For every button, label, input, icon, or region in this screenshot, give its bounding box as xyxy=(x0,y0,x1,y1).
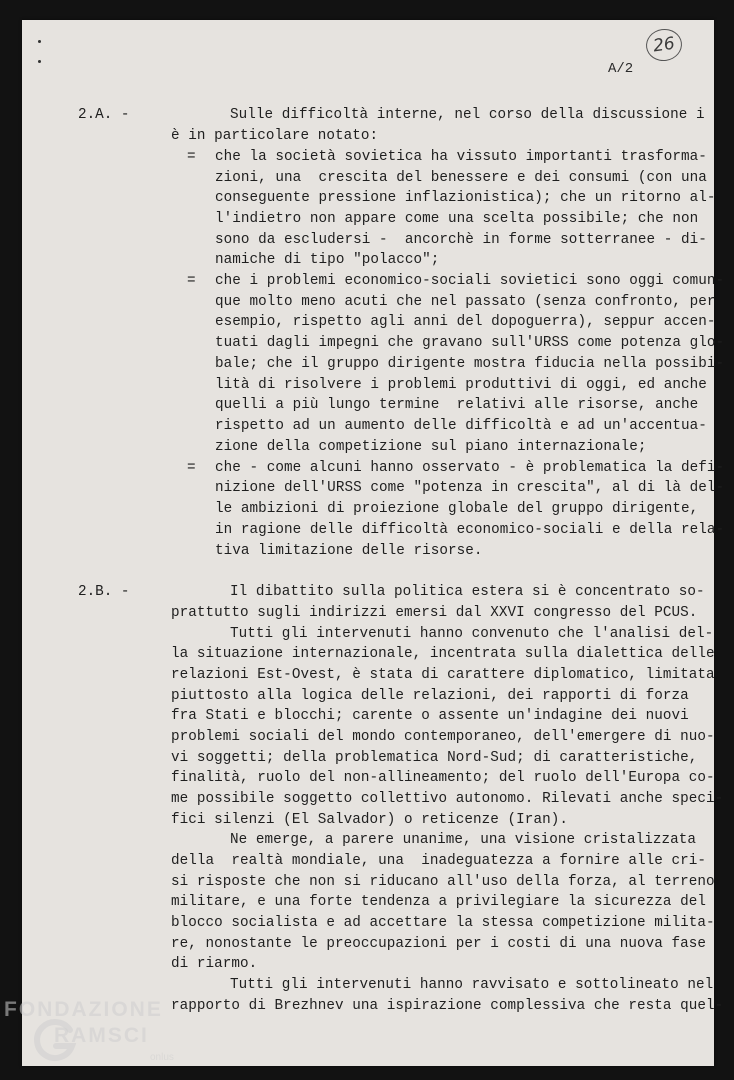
text-line: conseguente pressione inflazionistica); che un ritorno al- xyxy=(215,190,716,206)
text-line: militare, e una forte tendenza a privilegiare la sicurezza del xyxy=(171,894,707,910)
text-line: relazioni Est-Ovest, è stata di carattere diplomatico, limitata xyxy=(171,667,715,683)
text-line: vi soggetti; della problematica Nord-Sud; di caratteristiche, xyxy=(171,750,698,766)
text-line: fra Stati e blocchi; carente o assente un'indagine dei nuovi xyxy=(171,708,689,724)
text-line: namiche di tipo "polacco"; xyxy=(215,252,440,268)
text-line: si risposte che non si riducano all'uso della forza, al terreno xyxy=(171,874,715,890)
text-line: le ambizioni di proiezione globale del gruppo dirigente, xyxy=(215,501,699,517)
text-line: Sulle difficoltà interne, nel corso della discussione i xyxy=(230,107,705,123)
watermark-suffix: onlus xyxy=(150,1052,174,1063)
text-line: re, nonostante le preoccupazioni per i costi di una nuova fase xyxy=(171,936,707,952)
text-line: rispetto ad un aumento delle difficoltà e ad un'accentua- xyxy=(215,418,707,434)
text-line: rapporto di Brezhnev una ispirazione complessiva che resta quel- xyxy=(171,998,724,1014)
text-line: sono da escludersi - ancorchè in forme sotterranee - di- xyxy=(215,232,707,248)
page-reference: A/2 xyxy=(608,61,634,77)
text-line: che i problemi economico-sociali sovietici sono oggi comun- xyxy=(215,273,725,289)
bullet-marker: = xyxy=(187,149,196,165)
text-line: lità di risolvere i problemi produttivi di oggi, ed anche xyxy=(215,377,707,393)
text-line: la situazione internazionale, incentrata sulla dialettica delle xyxy=(171,646,715,662)
text-line: l'indietro non appare come una scelta possibile; che non xyxy=(215,211,699,227)
text-line: fici silenzi (El Salvador) o reticenze (Iran). xyxy=(171,812,568,828)
section-number-2a: 2.A. - xyxy=(78,107,130,123)
bullet-marker: = xyxy=(187,273,196,289)
section-number-2b: 2.B. - xyxy=(78,584,130,600)
watermark-line2: RAMSCI xyxy=(54,1024,149,1047)
fondazione-gramsci-watermark xyxy=(4,998,204,1080)
text-line: problemi sociali del mondo contemporaneo, dell'emergere di nuo- xyxy=(171,729,715,745)
text-line: Ne emerge, a parere unanime, una visione cristalizzata xyxy=(230,832,696,848)
handwritten-page-number: 26 xyxy=(644,27,684,64)
bullet-marker: = xyxy=(187,460,196,476)
text-line: zioni, una crescita del benessere e dei consumi (con una xyxy=(215,170,707,186)
text-line: in ragione delle difficoltà economico-sociali e della rela- xyxy=(215,522,725,538)
watermark-line1: FONDAZIONE xyxy=(4,998,163,1021)
text-line: della realtà mondiale, una inadeguatezza a fornire alle cri- xyxy=(171,853,707,869)
text-line: que molto meno acuti che nel passato (senza confronto, per xyxy=(215,294,716,310)
text-line: piuttosto alla logica delle relazioni, dei rapporti di forza xyxy=(171,688,689,704)
text-line: blocco socialista e ad accettare la stessa competizione milita- xyxy=(171,915,715,931)
text-line: Tutti gli intervenuti hanno convenuto che l'analisi del- xyxy=(230,626,714,642)
text-line: zione della competizione sul piano internazionale; xyxy=(215,439,647,455)
text-line: tiva limitazione delle risorse. xyxy=(215,543,483,559)
text-line: me possibile soggetto collettivo autonomo. Rilevati anche speci- xyxy=(171,791,724,807)
text-line: Il dibattito sulla politica estera si è concentrato so- xyxy=(230,584,705,600)
text-line: è in particolare notato: xyxy=(171,128,379,144)
text-line: bale; che il gruppo dirigente mostra fiducia nella possibi- xyxy=(215,356,725,372)
text-line: nizione dell'URSS come "potenza in crescita", al di là del- xyxy=(215,480,725,496)
text-line: esempio, rispetto agli anni del dopoguerra), seppur accen- xyxy=(215,314,716,330)
text-line: quelli a più lungo termine relativi alle risorse, anche xyxy=(215,397,699,413)
text-line: di riarmo. xyxy=(171,956,258,972)
text-line: finalità, ruolo del non-allineamento; del ruolo dell'Europa co- xyxy=(171,770,715,786)
text-line: Tutti gli intervenuti hanno ravvisato e sottolineato nel xyxy=(230,977,714,993)
text-line: prattutto sugli indirizzi emersi dal XXVI congresso del PCUS. xyxy=(171,605,698,621)
paper-speck xyxy=(38,40,41,43)
text-line: che la società sovietica ha vissuto importanti trasforma- xyxy=(215,149,707,165)
text-line: tuati dagli impegni che gravano sull'URSS come potenza glo- xyxy=(215,335,725,351)
paper-speck xyxy=(38,60,41,63)
text-line: che - come alcuni hanno osservato - è problematica la defi- xyxy=(215,460,725,476)
